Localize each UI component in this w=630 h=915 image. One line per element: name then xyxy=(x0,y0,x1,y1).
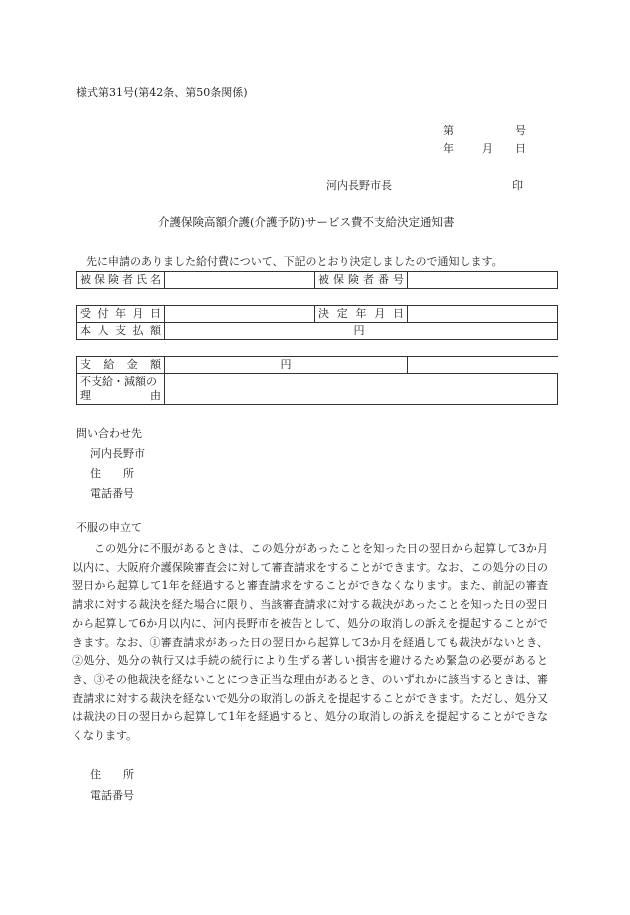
seal-mark: 印 xyxy=(512,179,523,192)
decision-date-field[interactable] xyxy=(408,306,558,323)
document-title: 介護保険高額介護(介護予防)サービス費不支給決定通知書 xyxy=(158,215,455,229)
insured-name-field[interactable] xyxy=(165,272,315,289)
dates-table xyxy=(76,305,558,340)
received-date-label: 受付年月日 xyxy=(77,306,165,323)
reason-label xyxy=(77,374,165,405)
issuer-name: 河内長野市長 xyxy=(326,179,392,192)
self-paid-label: 本人支払額 xyxy=(77,323,165,340)
yen-unit: 円 xyxy=(280,358,292,371)
reason-label-line1: 不支給・減額の xyxy=(80,375,157,388)
form-number: 様式第31号(第42条、第50条関係) xyxy=(76,86,248,99)
number-prefix: 第 xyxy=(443,124,454,137)
inquiry-address-label: 住 所 xyxy=(90,467,134,480)
inquiry-phone-label: 電話番号 xyxy=(90,487,134,500)
self-paid-field[interactable] xyxy=(165,323,558,340)
table-blank xyxy=(408,357,558,374)
reason-label-line2 xyxy=(80,389,161,403)
decision-date-label: 決定年月日 xyxy=(315,306,408,323)
intro-text: 先に申請のありました給付費について、下記のとおり決定しましたので通知します。 xyxy=(86,255,503,268)
payment-amount-label: 支給金額 xyxy=(77,357,165,374)
yen-unit: 円 xyxy=(353,324,365,337)
insured-number-field[interactable] xyxy=(408,272,558,289)
reason-field[interactable] xyxy=(165,374,558,405)
received-date-field[interactable] xyxy=(165,306,315,323)
reason-label-ri: 理 xyxy=(80,389,91,402)
reason-label-yu: 由 xyxy=(150,389,161,402)
payment-table xyxy=(76,356,558,405)
insured-number-label: 被保険者番号 xyxy=(315,272,408,289)
date-day: 日 xyxy=(515,142,526,155)
insured-table xyxy=(76,271,558,289)
appeal-phone-label: 電話番号 xyxy=(90,789,134,802)
appeal-heading: 不服の申立て xyxy=(76,521,142,534)
inquiry-heading: 問い合わせ先 xyxy=(76,427,142,440)
inquiry-org: 河内長野市 xyxy=(90,447,145,460)
date-year: 年 xyxy=(443,142,454,155)
appeal-address-label: 住 所 xyxy=(90,768,134,781)
appeal-body: この処分に不服があるときは、この処分があったことを知った日の翌日から起算して3か月以内に、大阪府介護保険審査会に対して審査請求をすることができます。なお、この処分の日の翌日から起算して1年を経過すると審査請求をすることができなくなります。また、前記の審査請求に対する裁決を経た場合に限り、当該審査請求に対する裁決があったことを知った日の翌日から起算して6か月以内に、河内長野市を被告として、処分の取消しの訴えを提起することができます。なお、①審査請求があった日の翌日から起算して3か月を経過しても裁決がないとき、②処分、処分の執行又は手続の続行により生ずる著しい損害を避けるため緊急の必要があるとき、③その他裁決を経ないことにつき正当な理由があるとき、のいずれかに該当するときは、審査請求に対する裁決を経ないで処分の取消しの訴えを提起することができます。ただし、処分又は裁決の日の翌日から起算して1年を経過すると、処分の取消しの訴えを提起することができなくなります。 xyxy=(72,542,548,743)
date-month: 月 xyxy=(482,142,493,155)
number-suffix: 号 xyxy=(515,124,526,137)
insured-name-label: 被保険者氏名 xyxy=(77,272,165,289)
payment-amount-field[interactable] xyxy=(165,357,408,374)
